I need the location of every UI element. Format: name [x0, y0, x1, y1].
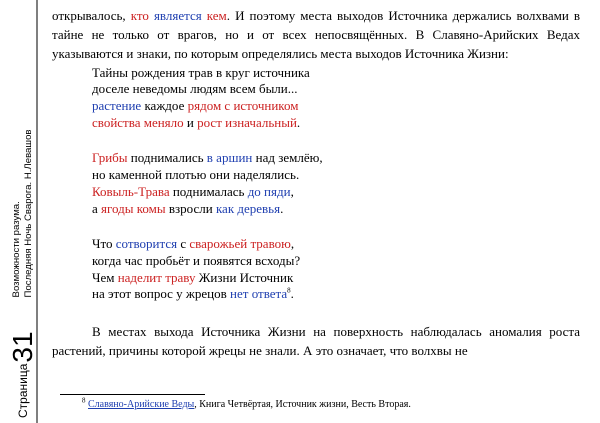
footnote-ref[interactable]: 8	[287, 287, 291, 296]
text: с	[177, 236, 190, 252]
footnote-text: , Книга Четвёртая, Источник жизни, Весть Вторая.	[194, 399, 411, 410]
highlight-red: наделит траву	[117, 269, 196, 285]
page-number: 31	[7, 331, 38, 363]
highlight-blue: до пяди	[247, 183, 291, 199]
text: на этот вопрос у жрецов	[92, 286, 231, 302]
highlight-red: Ковыль-Трава	[92, 183, 170, 199]
text: и	[183, 114, 198, 130]
poem-stanza-1	[92, 65, 580, 132]
highlight-red: свойства меняло	[92, 114, 184, 130]
poem-line	[92, 115, 580, 132]
poem-line	[92, 236, 580, 253]
highlight-red: рост изначальный	[197, 114, 297, 130]
highlight-red: Грибы	[92, 150, 128, 166]
highlight-blue: в аршин	[206, 150, 253, 166]
footnote-number: 8	[82, 396, 86, 405]
highlight-blue: как деревья	[215, 200, 281, 216]
text: .	[280, 200, 284, 216]
highlight-blue: нет ответа	[230, 286, 288, 302]
text: каждое	[141, 98, 188, 114]
text: взросли	[165, 200, 216, 216]
paragraph-anomaly: В местах выхода Источника Жизни на поверхность наблюдалась аномалия роста растений, причины которой жрецы не знали. А это означает, что волхвы не	[52, 324, 580, 359]
footnote	[82, 396, 411, 410]
text: Жизни Источник	[195, 269, 294, 285]
highlight-blue: является	[153, 8, 202, 23]
highlight-red: рядом с источником	[187, 98, 299, 114]
text: над землёю,	[252, 150, 323, 166]
sidebar-rotated	[8, 0, 38, 418]
footnote-rule	[60, 394, 205, 395]
footnote-link[interactable]: Славяно-Арийские Веды	[88, 399, 195, 410]
poem-line	[92, 286, 580, 303]
poem	[92, 65, 580, 303]
highlight-blue: растение	[92, 98, 142, 114]
text: Чем	[92, 269, 118, 285]
page-label: Страница	[16, 363, 30, 418]
poem-stanza-3	[92, 236, 580, 303]
book-title-line-2: Последняя Ночь Сварога. Н.Левашов	[23, 129, 34, 298]
book-title	[11, 129, 35, 297]
text: .	[290, 286, 294, 302]
text: Что	[92, 236, 116, 252]
poem-line	[92, 201, 580, 218]
text: . И поэтому места выходов Источника держались волхвами в тайне не только от врагов, но и от всех непосвящённых. В Славяно-Арийских Ведах указываются и знаки, по которым определялись места выходов Источника Жизни:	[52, 8, 581, 62]
text: ,	[290, 236, 295, 252]
poem-line	[92, 184, 580, 201]
highlight-red: ягоды комы	[101, 200, 166, 216]
poem-line: но каменной плотью они наделялись.	[92, 167, 300, 183]
highlight-red: кто	[130, 8, 149, 23]
text: .	[296, 114, 301, 130]
page-content	[52, 6, 580, 360]
text: поднималась	[169, 183, 248, 199]
text: поднимались	[127, 150, 207, 166]
text: открывалось,	[52, 8, 131, 23]
poem-line: когда час пробьёт и появятся всходы?	[92, 252, 301, 268]
poem-stanza-2	[92, 150, 580, 217]
poem-line	[92, 150, 580, 167]
poem-line: доселе неведомы людям всем были...	[92, 81, 298, 97]
poem-line	[92, 270, 580, 287]
text: а	[92, 200, 102, 216]
book-title-line-1: Возможности разума.	[11, 201, 22, 298]
poem-line	[92, 98, 580, 115]
paragraph-intro	[52, 6, 580, 64]
highlight-red: сварожьей травою	[189, 236, 291, 252]
page-sidebar	[8, 0, 38, 423]
highlight-blue: сотворится	[115, 236, 178, 252]
poem-line: Тайны рождения трав в круг источника	[92, 64, 310, 80]
text: ,	[290, 183, 294, 199]
highlight-red: кем	[206, 8, 227, 23]
